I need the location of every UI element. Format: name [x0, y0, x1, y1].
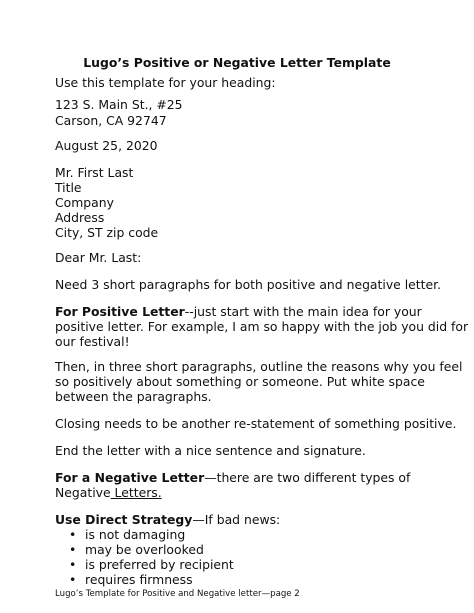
salutation: Dear Mr. Last: — [55, 250, 142, 265]
positive-paragraph-line-2: positive letter. For example, I am so happy with the job you did for — [55, 319, 469, 334]
positive-paragraph-line-3: our festival! — [55, 334, 130, 349]
direct-strategy-heading: Use Direct Strategy — [55, 512, 193, 527]
intro-line: Use this template for your heading: — [55, 75, 276, 90]
date-line: August 25, 2020 — [55, 138, 158, 153]
recipient-company: Company — [55, 195, 114, 210]
bullet-item: is not damaging — [85, 527, 186, 542]
address-line-2: Carson, CA 92747 — [55, 113, 167, 128]
positive-heading: For Positive Letter — [55, 304, 185, 319]
closing-paragraph: Closing needs to be another re-statement of something positive. — [55, 416, 457, 431]
positive-paragraph-line-1 — [55, 304, 422, 319]
negative-heading: For a Negative Letter — [55, 470, 205, 485]
document-title: Lugo’s Positive or Negative Letter Template — [83, 55, 391, 70]
negative-paragraph-line-1 — [55, 470, 410, 485]
positive-line-1-text: --just start with the main idea for your — [184, 304, 422, 319]
bullet-item: may be overlooked — [85, 542, 204, 557]
bullet-item: requires firmness — [85, 572, 193, 587]
direct-strategy-text: —If bad news: — [192, 512, 281, 527]
negative-line-1-text: —there are two different types of — [204, 470, 411, 485]
recipient-address: Address — [55, 210, 105, 225]
recipient-city: City, ST zip code — [55, 225, 159, 240]
end-paragraph: End the letter with a nice sentence and signature. — [55, 443, 366, 458]
letters-word: Letters. — [110, 485, 162, 500]
negative-paragraph-line-2 — [55, 485, 162, 500]
bullet-icon: • — [69, 557, 77, 572]
recipient-name: Mr. First Last — [55, 165, 134, 180]
page-footer: Lugo’s Template for Positive and Negative letter—page 2 — [55, 589, 300, 599]
bullet-item: is preferred by recipient — [85, 557, 234, 572]
negative-word: Negative — [55, 485, 111, 500]
middle-paragraph-line-3: between the paragraphs. — [55, 389, 212, 404]
need-paragraph: Need 3 short paragraphs for both positive and negative letter. — [55, 277, 442, 292]
bullet-icon: • — [69, 542, 77, 557]
middle-paragraph-line-2: so positively about something or someone. Put white space — [55, 374, 425, 389]
direct-strategy-line — [55, 512, 280, 527]
recipient-title: Title — [55, 180, 82, 195]
middle-paragraph-line-1: Then, in three short paragraphs, outline the reasons why you feel — [55, 359, 463, 374]
address-line-1: 123 S. Main St., #25 — [55, 97, 183, 112]
bullet-icon: • — [69, 572, 77, 587]
bullet-icon: • — [69, 527, 77, 542]
